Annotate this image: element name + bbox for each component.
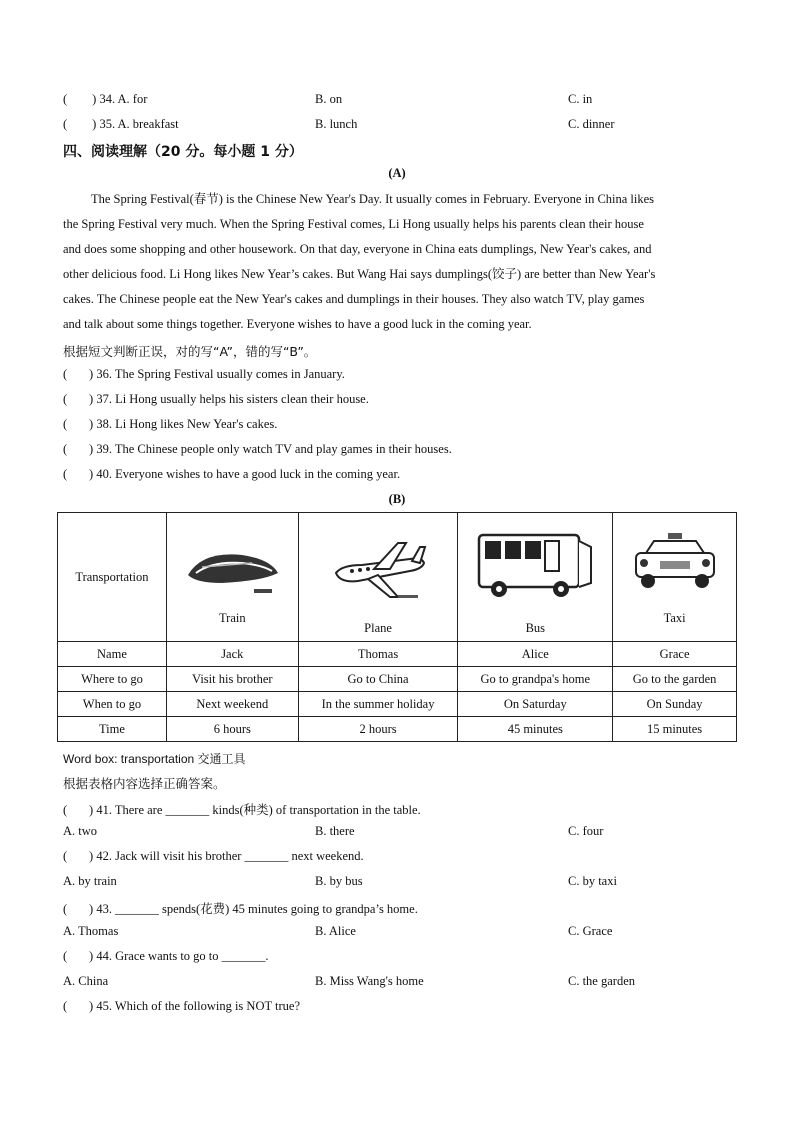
section-title: 四、阅读理解（20 分。每小题 1 分） [63, 144, 303, 160]
option-c[interactable]: C. dinner [568, 117, 615, 131]
plane-icon [328, 533, 428, 605]
table-row [58, 692, 737, 717]
taxi-icon [630, 529, 720, 599]
table-cell: 15 minutes [613, 717, 737, 742]
table-cell: 45 minutes [458, 717, 613, 742]
question-text: 34. A. for [99, 92, 148, 106]
passage-line: and does some shopping and other housework. On that day, everyone in China eats dumplings, New Year's cakes, and [63, 242, 652, 256]
part-a-instruction: 根据短文判断正误，对的写“A”，错的写“B”。 [63, 344, 317, 359]
table-cell: Next weekend [166, 692, 298, 717]
table-cell: 2 hours [298, 717, 458, 742]
mc-question: ( ) 44. Grace wants to go to _______. [63, 949, 269, 963]
answer-paren[interactable]: ( ) [63, 92, 97, 106]
option-c[interactable]: C. by taxi [568, 874, 617, 888]
option-b[interactable]: B. Alice [315, 924, 356, 938]
row-label: Time [58, 717, 167, 742]
option-a[interactable]: A. two [63, 824, 98, 838]
option-a[interactable]: A. Thomas [63, 924, 119, 938]
table-cell: Jack [166, 642, 298, 667]
answer-paren[interactable]: ( ) [63, 902, 94, 916]
tf-question: ( ) 40. Everyone wishes to have a good luck in the coming year. [63, 467, 401, 481]
bus-cell [458, 513, 613, 642]
answer-paren[interactable]: ( ) [63, 367, 94, 381]
answer-paren[interactable]: ( ) [63, 949, 94, 963]
mc-question: ( ) 45. Which of the following is NOT true? [63, 999, 300, 1013]
part-b-instruction: 根据表格内容选择正确答案。 [63, 776, 226, 791]
option-a[interactable]: A. China [63, 974, 109, 988]
table-row [58, 642, 737, 667]
answer-paren[interactable]: ( ) [63, 467, 94, 481]
transport-label: Bus [525, 621, 546, 635]
plane-cell [298, 513, 458, 642]
answer-paren[interactable]: ( ) [63, 849, 94, 863]
answer-paren[interactable]: ( ) [63, 442, 94, 456]
table-row [58, 667, 737, 692]
passage [63, 187, 731, 337]
option-b[interactable]: B. lunch [315, 117, 358, 131]
table-cell: Thomas [298, 642, 458, 667]
option-b[interactable]: B. on [315, 92, 343, 106]
table-cell: Go to China [298, 667, 458, 692]
table-cell: 6 hours [166, 717, 298, 742]
tf-question: ( ) 39. The Chinese people only watch TV and play games in their houses. [63, 442, 452, 456]
table-cell: Alice [458, 642, 613, 667]
option-a[interactable]: A. by train [63, 874, 117, 888]
option-c[interactable]: C. in [568, 92, 593, 106]
table-row [58, 513, 737, 642]
tf-question: ( ) 37. Li Hong usually helps his sisters clean their house. [63, 392, 369, 406]
passage-line: and talk about some things together. Everyone wishes to have a good luck in the coming year. [63, 317, 532, 331]
question-35 [63, 117, 179, 132]
tf-question: ( ) 36. The Spring Festival usually comes in January. [63, 367, 345, 381]
mc-question: ( ) 42. Jack will visit his brother _______ next weekend. [63, 849, 364, 863]
passage-line: other delicious food. Li Hong likes New Year’s cakes. But Wang Hai says dumplings(饺子) are better than New Year's [63, 267, 656, 281]
taxi-cell [613, 513, 737, 642]
passage-line: the Spring Festival very much. When the Spring Festival comes, Li Hong usually helps his parents clean their house [63, 217, 644, 231]
question-text: 35. A. breakfast [99, 117, 179, 131]
table-cell: On Saturday [458, 692, 613, 717]
passage-line: The Spring Festival(春节) is the Chinese New Year's Day. It usually comes in February. Everyone in China likes [91, 192, 655, 206]
transportation-table [57, 512, 737, 742]
part-b-title: (B) [388, 492, 406, 506]
row-label: Name [58, 642, 167, 667]
option-b[interactable]: B. Miss Wang's home [315, 974, 424, 988]
train-icon [182, 533, 282, 603]
table-cell: Go to the garden [613, 667, 737, 692]
table-header: Transportation [58, 513, 167, 642]
transport-label: Taxi [663, 611, 686, 625]
tf-question: ( ) 38. Li Hong likes New Year's cakes. [63, 417, 278, 431]
option-c[interactable]: C. the garden [568, 974, 635, 988]
passage-line: cakes. The Chinese people eat the New Year's cakes and dumplings in their houses. They also watch TV, play games [63, 292, 645, 306]
answer-paren[interactable]: ( ) [63, 999, 94, 1013]
answer-paren[interactable]: ( ) [63, 392, 94, 406]
row-label: Where to go [58, 667, 167, 692]
question-34 [63, 92, 147, 107]
part-a-title: (A) [388, 166, 406, 180]
table-cell: Go to grandpa's home [458, 667, 613, 692]
answer-paren[interactable]: ( ) [63, 117, 97, 131]
transport-label: Train [218, 611, 246, 625]
table-cell: Grace [613, 642, 737, 667]
option-c[interactable]: C. four [568, 824, 604, 838]
answer-paren[interactable]: ( ) [63, 803, 94, 817]
option-c[interactable]: C. Grace [568, 924, 613, 938]
mc-question: ( ) 41. There are _______ kinds(种类) of transportation in the table. [63, 803, 421, 817]
table-cell: Visit his brother [166, 667, 298, 692]
train-cell [166, 513, 298, 642]
row-label: When to go [58, 692, 167, 717]
bus-icon [475, 527, 595, 603]
mc-question: ( ) 43. _______ spends(花费) 45 minutes going to grandpa’s home. [63, 902, 418, 916]
answer-paren[interactable]: ( ) [63, 417, 94, 431]
option-b[interactable]: B. by bus [315, 874, 363, 888]
word-box: Word box: transportation 交通工具 [63, 752, 246, 766]
table-cell: On Sunday [613, 692, 737, 717]
transport-label: Plane [364, 621, 392, 635]
table-row [58, 717, 737, 742]
option-b[interactable]: B. there [315, 824, 355, 838]
table-cell: In the summer holiday [298, 692, 458, 717]
